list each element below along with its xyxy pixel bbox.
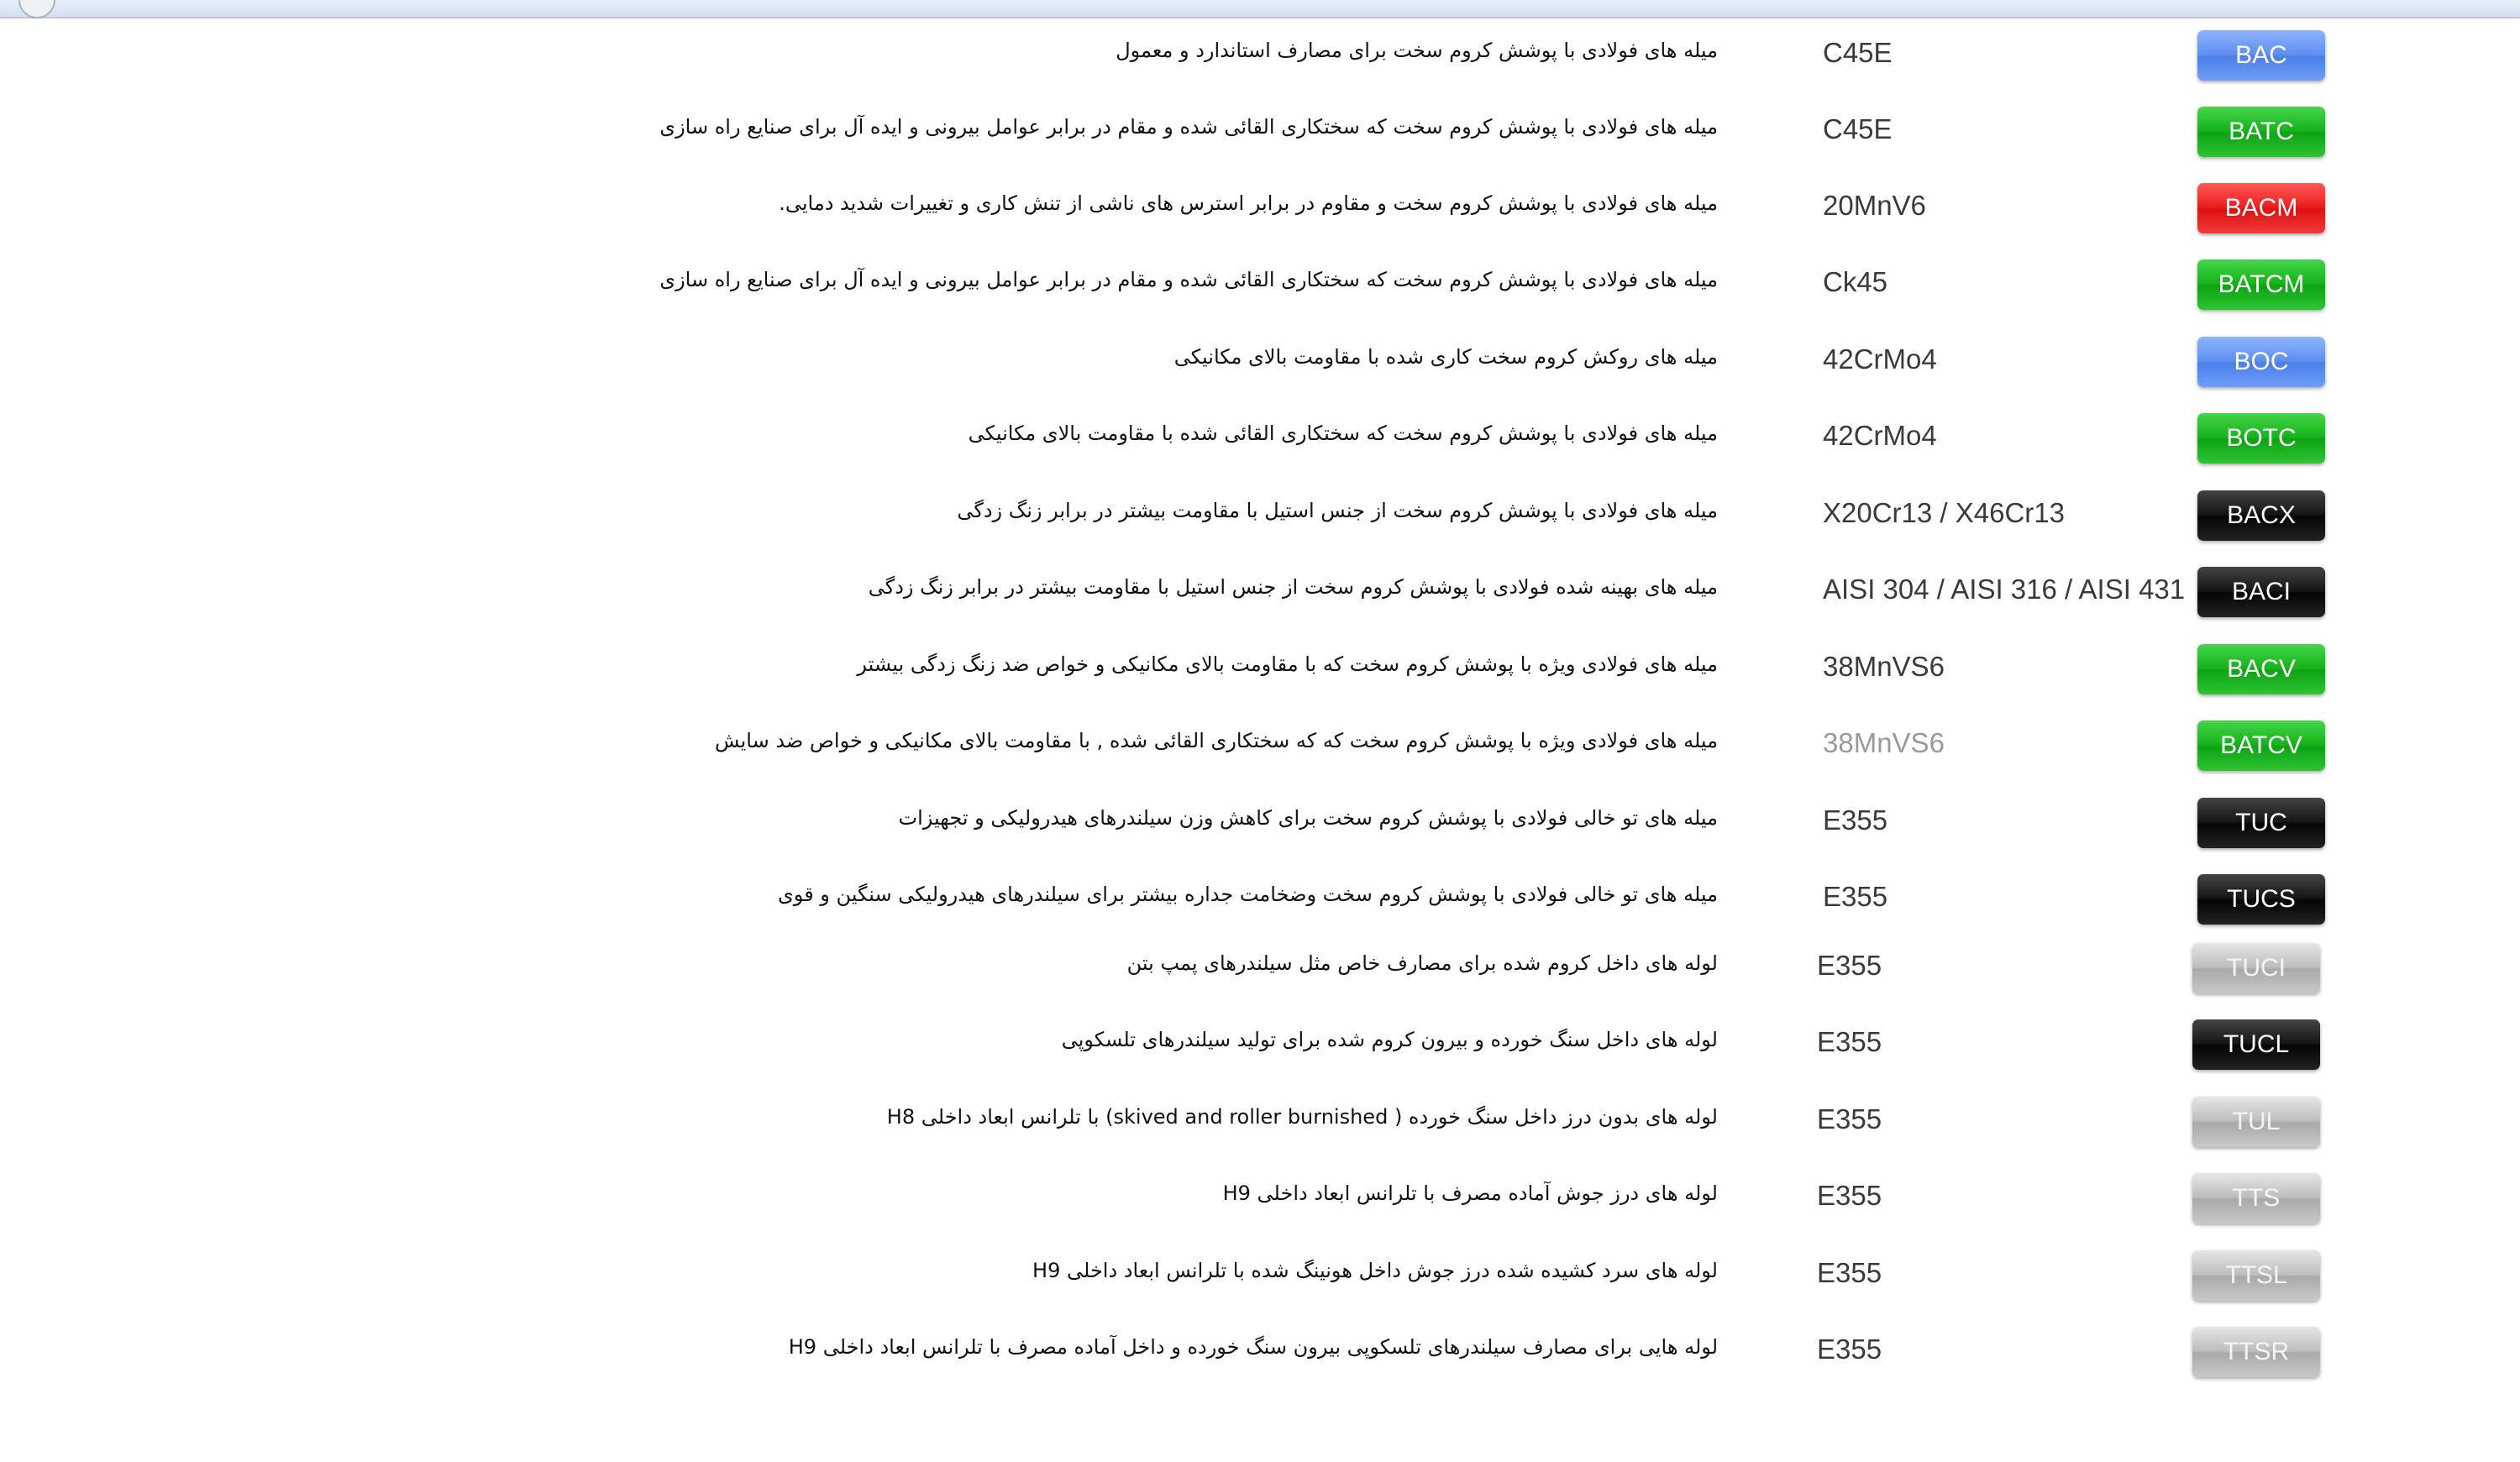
product-description: میله های فولادی با پوشش کروم سخت که سختکاری القائی شده و مقام در برابر عوامل بیرونی و ایده آل برای صنایع راه سازی (659, 115, 1718, 139)
product-description: لوله های بدون درز داخل سنگ خورده ( skived and roller burnished) با تلرانس ابعاد داخلی H8 (886, 1105, 1718, 1129)
steel-grade: AISI 304 / AISI 316 / AISI 431 (1823, 574, 2186, 605)
list-item (0, 930, 2520, 1005)
list-item (0, 1006, 2520, 1082)
list-item (0, 1237, 2520, 1313)
product-description: لوله های داخل کروم شده برای مصارف خاص مثل سیلندرهای پمپ بتن (1126, 951, 1718, 975)
list-item (0, 1083, 2520, 1159)
steel-grade: 20MnV6 (1823, 190, 1926, 221)
product-description: میله های فولادی با پوشش کروم سخت از جنس استیل با مقاومت بیشتر در برابر زنگ زدگی (957, 499, 1718, 522)
steel-grade: 38MnVS6 (1823, 651, 1945, 682)
product-code-button[interactable]: TUCI (2192, 943, 2320, 993)
list-item (0, 93, 2520, 169)
steel-grade: X20Cr13 / X46Cr13 (1823, 497, 2065, 528)
product-code-button[interactable]: TUC (2197, 798, 2325, 848)
list-item (0, 707, 2520, 783)
product-code-button[interactable]: BACM (2197, 183, 2325, 233)
product-description: لوله هایی برای مصارف سیلندرهای تلسکوپی بیرون سنگ خورده و داخل آماده مصرف با تلرانس ابعاد داخلی H9 (788, 1335, 1718, 1359)
list-item (0, 1313, 2520, 1389)
list-item (0, 170, 2520, 245)
product-description: میله های بهینه شده فولادی با پوشش کروم سخت از جنس استیل با مقاومت بیشتر در برابر زنگ زدگی (868, 575, 1718, 599)
product-code-button[interactable]: BACI (2197, 567, 2325, 617)
list-item (0, 1160, 2520, 1235)
steel-grade: 42CrMo4 (1823, 420, 1937, 451)
list-item (0, 323, 2520, 399)
list-item (0, 246, 2520, 322)
product-description: میله های تو خالی فولادی با پوشش کروم سخت برای کاهش وزن سیلندرهای هیدرولیکی و تجهیزات (898, 806, 1718, 830)
product-description: میله های فولادی با پوشش کروم سخت و مقاوم در برابر استرس های ناشی از تنش کاری و تغییرات شدید دمایی. (779, 191, 1718, 215)
steel-grade: E355 (1817, 950, 1882, 981)
product-description: میله های فولادی با پوشش کروم سخت که سختکاری القائی شده و مقام در برابر عوامل بیرونی و ایده آل برای صنایع راه سازی (659, 268, 1718, 291)
steel-grade: E355 (1817, 1103, 1882, 1134)
window-circle-button[interactable] (18, 0, 55, 18)
product-description: میله های فولادی ویژه با پوشش کروم سخت که که سختکاری القائی شده , با مقاومت بالای مکانیکی و خواص ضد سایش (714, 729, 1718, 752)
product-code-button[interactable]: BATCV (2197, 721, 2325, 771)
steel-grade: E355 (1817, 1026, 1882, 1057)
product-code-button[interactable]: TTSR (2192, 1327, 2320, 1377)
product-code-button[interactable]: BATC (2197, 107, 2325, 157)
product-code-button[interactable]: BATCM (2197, 259, 2325, 310)
steel-grade: 38MnVS6 (1823, 727, 1945, 758)
product-code-button[interactable]: BOTC (2197, 413, 2325, 464)
product-description: میله های فولادی با پوشش کروم سخت که سختکاری القائی شده با مقاومت بالای مکانیکی (968, 422, 1718, 445)
product-description: میله های فولادی با پوشش کروم سخت برای مصارف استاندارد و معمول (1116, 39, 1718, 62)
product-code-button[interactable]: TUCS (2197, 874, 2325, 925)
list-item (0, 477, 2520, 553)
product-code-button[interactable]: BACX (2197, 490, 2325, 541)
list-item (0, 631, 2520, 706)
list-item (0, 17, 2520, 92)
product-code-button[interactable]: TTS (2192, 1173, 2320, 1224)
product-description: میله های فولادی ویژه با پوشش کروم سخت که با مقاومت بالای مکانیکی و خواص ضد زنگ زدگی بیشتر (857, 652, 1718, 676)
list-item (0, 553, 2520, 629)
window-top-bar (0, 0, 2520, 18)
steel-grade: E355 (1823, 881, 1888, 912)
list-item (0, 400, 2520, 475)
product-description: لوله های درز جوش آماده مصرف با تلرانس ابعاد داخلی H9 (1222, 1182, 1718, 1205)
product-code-button[interactable]: BOC (2197, 337, 2325, 387)
product-code-button[interactable]: TUL (2192, 1097, 2320, 1147)
steel-grade: 42CrMo4 (1823, 343, 1937, 375)
steel-grade: C45E (1823, 37, 1893, 68)
steel-grade: E355 (1817, 1334, 1882, 1365)
product-code-button[interactable]: BACV (2197, 644, 2325, 694)
product-description: لوله های سرد کشیده شده درز جوش داخل هونینگ شده با تلرانس ابعاد داخلی H9 (1032, 1259, 1718, 1282)
product-description: میله های تو خالی فولادی با پوشش کروم سخت وضخامت جداره بیشتر برای سیلندرهای هیدرولیکی سنگین و قوی (778, 883, 1718, 906)
steel-grade: C45E (1823, 113, 1893, 144)
steel-grade: E355 (1823, 804, 1888, 836)
product-code-button[interactable]: TTSL (2192, 1250, 2320, 1301)
product-description: لوله های داخل سنگ خورده و بیرون کروم شده برای تولید سیلندرهای تلسکوپی (1061, 1028, 1718, 1051)
steel-grade: E355 (1817, 1180, 1882, 1211)
list-item (0, 861, 2520, 936)
product-code-button[interactable]: TUCL (2192, 1019, 2320, 1070)
steel-grade: Ck45 (1823, 266, 1888, 297)
product-description: میله های روکش کروم سخت کاری شده با مقاومت بالای مکانیکی (1173, 345, 1718, 369)
product-code-button[interactable]: BAC (2197, 30, 2325, 81)
steel-grade: E355 (1817, 1257, 1882, 1288)
list-item (0, 784, 2520, 860)
